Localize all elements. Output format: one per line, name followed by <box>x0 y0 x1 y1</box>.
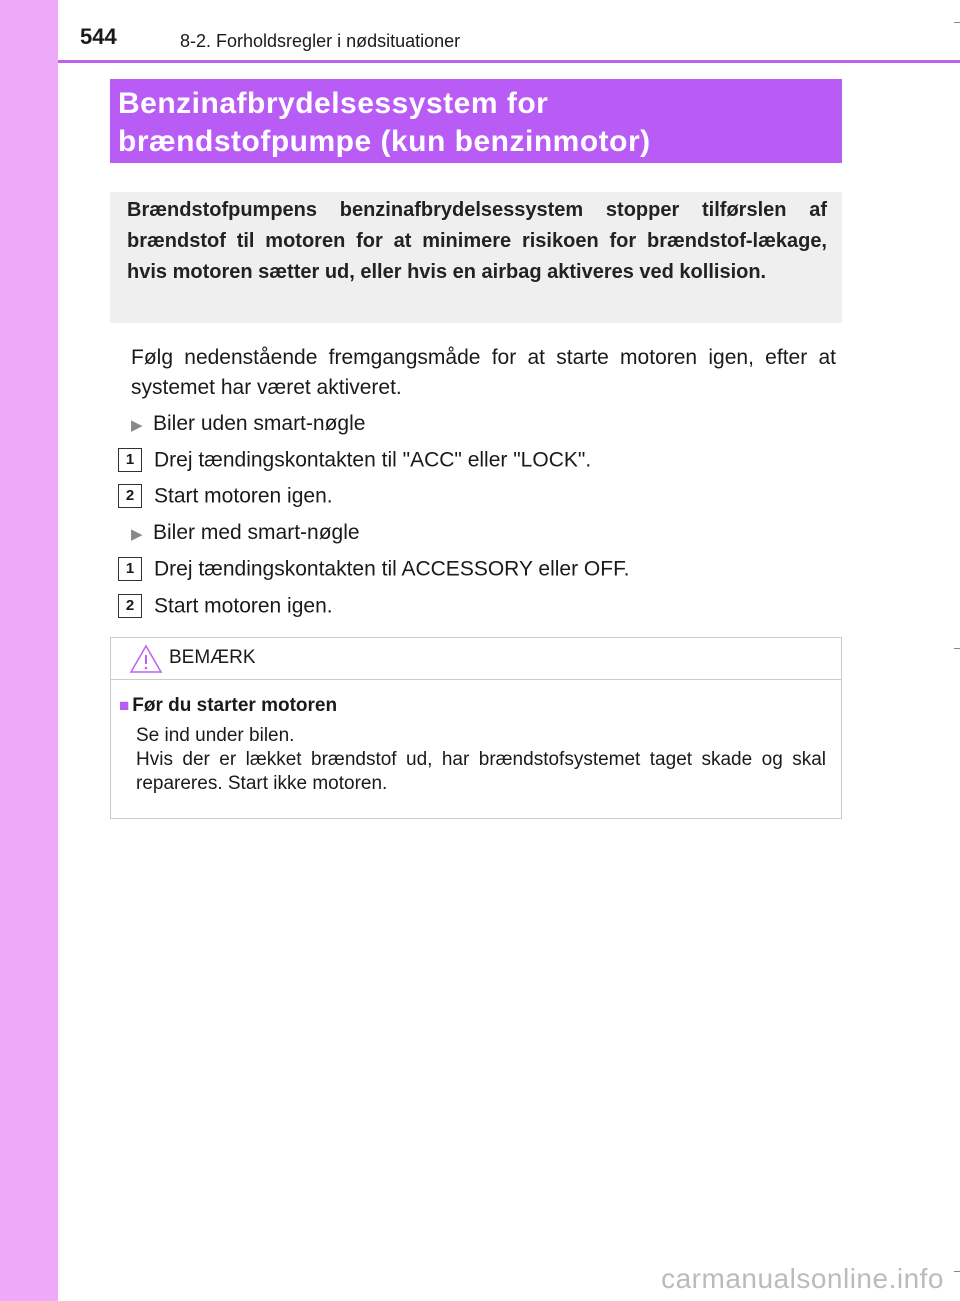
step-number-box: 1 <box>118 557 142 581</box>
step-item <box>118 483 333 509</box>
square-icon: ■ <box>119 696 130 715</box>
page-number: 544 <box>80 24 117 49</box>
step-item <box>118 447 591 473</box>
notice-box <box>110 637 842 819</box>
notice-heading <box>119 695 337 717</box>
breadcrumb: 8-2. Forholdsregler i nødsituationer <box>180 31 461 51</box>
variant-heading-with-smart-key <box>131 520 360 548</box>
variant-heading-label: Biler med smart-nøgle <box>153 521 360 544</box>
variant-heading-label: Biler uden smart-nøgle <box>153 412 366 435</box>
body-paragraph: Følg nedenstående fremgangsmåde for at starte motoren igen, efter at systemet har været aktiveret. <box>131 346 836 399</box>
watermark: carmanualsonline.info <box>661 1263 944 1294</box>
notice-line: Se ind under bilen. <box>136 725 295 746</box>
section-title <box>110 79 842 163</box>
section-title-line-1: Benzinafbrydelsessystem for <box>118 87 549 120</box>
notice-line: Hvis der er lækket brændstof ud, har brændstofsystemet taget skade og skal repareres. Start ikke motoren. <box>136 749 826 794</box>
step-text: Start motoren igen. <box>154 484 333 508</box>
page-side-band <box>0 0 58 1301</box>
step-item <box>118 593 333 619</box>
crop-mark <box>954 648 960 649</box>
section-title-line-2: brændstofpumpe (kun benzinmotor) <box>118 125 651 158</box>
intro-summary: Brændstofpumpens benzinafbrydelsessystem stopper tilførslen af brændstof til motoren for at minimere risikoen for brændstof-lækage, hvis motoren sætter ud, eller hvis en airbag aktiveres ved kollision. <box>110 192 842 323</box>
step-item <box>118 556 629 582</box>
notice-label: BEMÆRK <box>169 647 256 668</box>
step-number-box: 2 <box>118 594 142 618</box>
step-number-box: 1 <box>118 448 142 472</box>
variant-heading-without-smart-key <box>131 411 365 439</box>
warning-triangle-icon <box>129 644 163 674</box>
crop-mark <box>954 1271 960 1272</box>
notice-body <box>136 724 826 796</box>
crop-mark <box>954 22 960 23</box>
triangle-right-icon: ▶ <box>131 526 143 543</box>
step-text: Start motoren igen. <box>154 594 333 618</box>
header-rule <box>58 60 960 63</box>
step-number-box: 2 <box>118 484 142 508</box>
step-text: Drej tændingskontakten til ACCESSORY eller OFF. <box>154 557 630 581</box>
step-text: Drej tændingskontakten til "ACC" eller "LOCK". <box>154 448 592 472</box>
triangle-right-icon: ▶ <box>131 417 143 434</box>
notice-heading-text: Før du starter motoren <box>132 695 338 716</box>
notice-header <box>111 638 841 680</box>
